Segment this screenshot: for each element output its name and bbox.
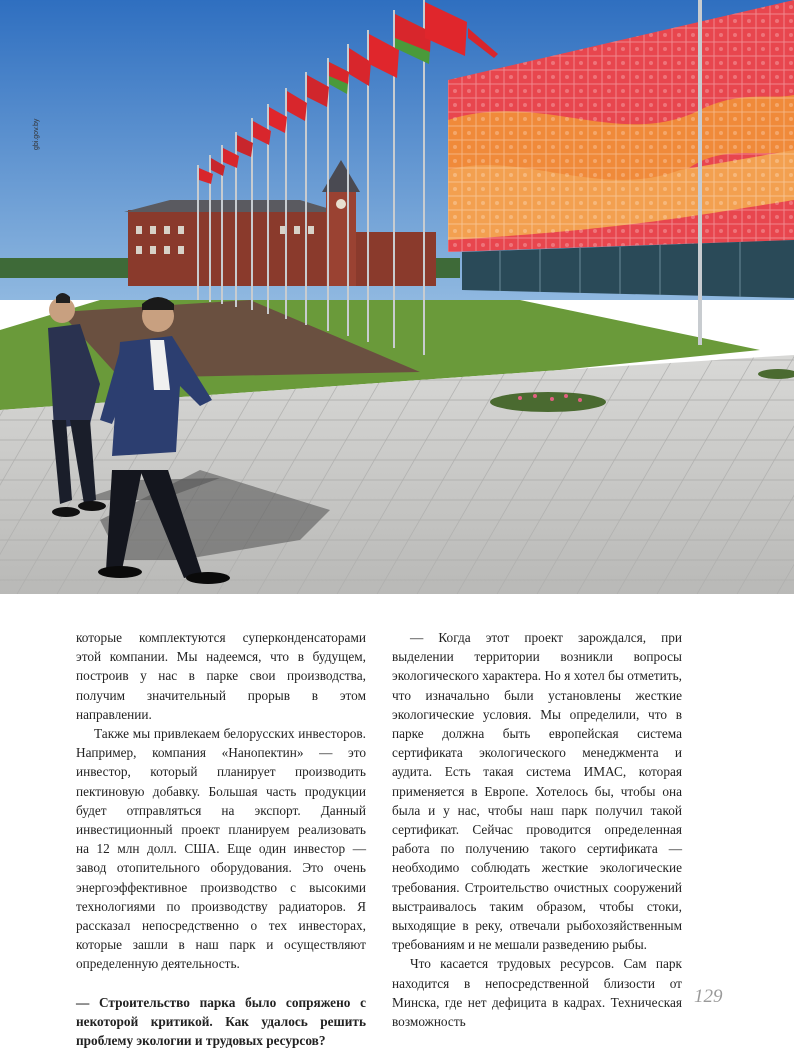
article-column-right [392, 628, 682, 1031]
page-number: 129 [694, 986, 723, 1007]
paragraph: — Когда этот проект зарождался, при выделении территории возникли вопросы экологического характера. Но я хотел бы отметить, что изначально были установлены жесткие экологические условия. Мы определили, что в парке должна быть европейская система сертификата экологического менеджмента и аудита. Есть такая система ИМАС, которая применяется в Европе. Хотелось бы, чтобы она была и у нас, чтобы наш парк получил такой сертификат. Сейчас проводится определенная работа по получению такого сертификата — необходимо соблюдать жесткие экологические требования. Строительство очистных сооружений выстраивалось таким образом, чтобы стоки, выходящие в реку, отвечали рыбохозяйственным требованиям и не мешали разведению рыбы. [392, 630, 682, 953]
flower-bed [490, 392, 606, 412]
interview-question: — Строительство парка было сопряжено с некоторой критикой. Как удалось решить проблему экологии и трудовых ресурсов? [76, 994, 366, 1049]
photo-credit: gbi.gov.by [33, 118, 40, 150]
paragraph: которые комплектуются суперконденсаторами этой компании. Мы надеемся, что в будущем, построив у нас в парке свои производства, получим значительный прорыв в этом направлении. [76, 630, 366, 722]
article-column-left [76, 628, 366, 1050]
paragraph: Также мы привлекаем белорусских инвесторов. Например, компания «Нанопектин» — это инвестор, который планирует производить пектиновую добавку. Большая часть продукции будет отправляться на экспорт. Данный инвестиционный проект планируем реализовать на 12 млн долл. США. Еще один инвестор — завод отопительного оборудования. Это очень энергоэффективное производство с высокими технологиями по производству радиаторов. Я рассказал непосредственно о тех инвесторах, которые зашли в наш парк и осуществляют определенную деятельность. [76, 726, 366, 972]
paragraph: Что касается трудовых ресурсов. Сам парк находится в непосредственной близости от Минска, где нет дефицита в кадрах. Техническая возможность [392, 956, 682, 1030]
